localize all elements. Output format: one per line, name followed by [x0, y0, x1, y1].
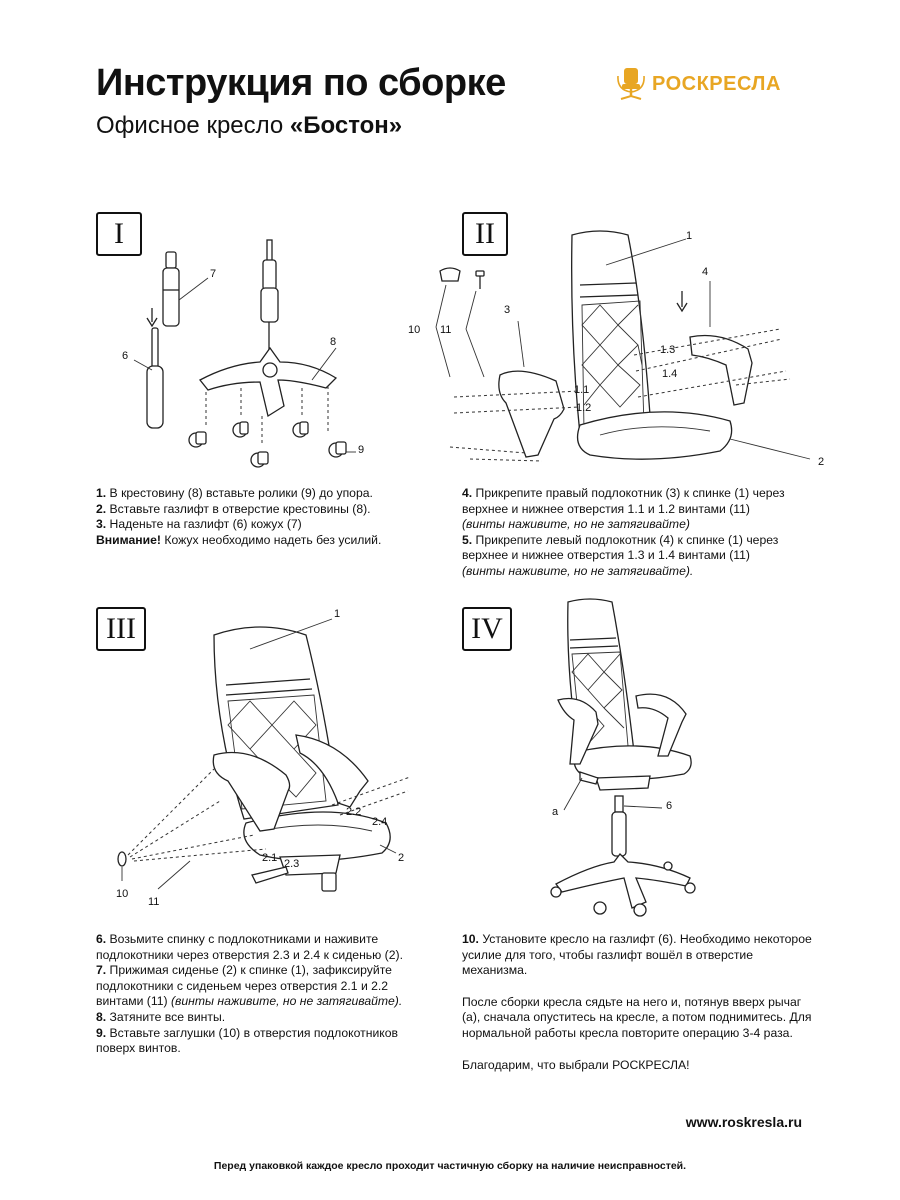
callout-label: 3: [504, 304, 511, 316]
step-text: Кожух необходимо надеть без усилий.: [160, 532, 382, 547]
footer-note: Перед упаковкой каждое кресло проходит частичную сборку на наличие неисправностей.: [213, 1160, 687, 1172]
warning-note: [96, 533, 426, 549]
steps-section-2: [462, 486, 820, 580]
step-number: 9.: [96, 1025, 107, 1040]
step-text: Наденьте на газлифт (6) кожух (7): [106, 517, 302, 532]
thanks-paragraph: Благодарим, что выбрали РОСКРЕСЛА!: [462, 1057, 690, 1072]
section-numeral-3: III: [96, 607, 146, 651]
usage-paragraph: После сборки кресла сядьте на него и, потянув вверх рычаг (а), сначала опуститесь на кресле, а потом поднимитесь. Для нормальной работы кресла повторите операцию 3-4 раза.: [462, 994, 812, 1040]
subtitle-prefix: Офисное кресло: [96, 112, 290, 139]
page-subtitle: [96, 112, 402, 140]
callout-label: 10: [408, 324, 421, 336]
callout-label: 2.4: [372, 816, 388, 828]
step-note: (винты наживите, но не затягивайте).: [170, 994, 403, 1009]
callout-label: 2.1: [262, 852, 278, 864]
brand-logo: [616, 66, 781, 102]
diagram-step-1: [100, 230, 390, 480]
callout-label: 2: [398, 852, 405, 864]
step-item: [462, 533, 820, 580]
callout-label: 2: [818, 456, 825, 468]
steps-section-1: [96, 486, 426, 548]
step-number: 7.: [96, 963, 107, 978]
callout-label: 1: [334, 608, 341, 620]
step-item: [462, 486, 820, 533]
step-text: Прижимая сиденье (2) к спинке (1), зафиксируйте подлокотники с сиденьем через отверстия 2.1 и 2.2 винтами (11): [96, 963, 392, 1009]
callout-label: 2.2: [346, 806, 362, 818]
callout-label: 8: [330, 336, 337, 348]
section-numeral-1: I: [96, 212, 142, 256]
callout-label: 6: [122, 350, 129, 362]
step-item: [96, 486, 426, 502]
callout-label: a: [552, 806, 559, 818]
callout-label: 1.1: [574, 384, 590, 396]
step-number: 5.: [462, 532, 473, 547]
step-item: [96, 517, 426, 533]
callout-label: 4: [702, 266, 709, 278]
diagram-step-3: [110, 605, 420, 910]
step-number: 10.: [462, 932, 479, 946]
step-item: [96, 1010, 436, 1026]
chair-logo-icon: [616, 66, 646, 102]
brand-name: РОСКРЕСЛА: [652, 72, 781, 95]
step-item: [462, 932, 812, 979]
chair-model-name: «Бостон»: [289, 112, 403, 139]
callout-label: 2.3: [284, 858, 300, 870]
diagram-step-2: [430, 225, 830, 475]
step-note: (винты наживите, но не затягивайте): [462, 517, 690, 532]
step-text: В крестовину (8) вставьте ролики (9) до упора.: [106, 486, 373, 500]
step-text: Вставьте заглушки (10) в отверстия подлокотников поверх винтов.: [96, 1025, 398, 1056]
callout-label: 1.3: [660, 344, 676, 356]
step-item: [96, 1026, 436, 1057]
callout-label: 9: [358, 444, 365, 456]
step-number: 3.: [96, 517, 107, 532]
step-text: Прикрепите левый подлокотник (4) к спинке (1) через верхнее и нижнее отверстия 1.3 и 1.4 винтами (11): [462, 532, 779, 563]
step-text: Установите кресло на газлифт (6). Необходимо некоторое усилие для того, чтобы газлифт вошёл в отверстие механизма.: [462, 932, 812, 978]
step-number: 2.: [96, 501, 107, 516]
step-item: [96, 963, 436, 1010]
section-numeral-2: II: [462, 212, 508, 256]
step-text: Затяните все винты.: [106, 1009, 226, 1024]
section-numeral-4: IV: [462, 607, 512, 651]
warning-label: Внимание!: [96, 532, 161, 547]
step-number: 8.: [96, 1009, 107, 1024]
callout-label: 10: [116, 888, 129, 900]
steps-section-3: [96, 932, 436, 1057]
diagram-step-4: [540, 596, 710, 918]
step-item: [96, 932, 436, 963]
step-item: [96, 502, 426, 518]
callout-label: 1.2: [576, 402, 592, 414]
callout-label: 11: [440, 324, 452, 336]
callout-label: 11: [148, 896, 160, 908]
callout-label: 1.4: [662, 368, 678, 380]
step-text: Вставьте газлифт в отверстие крестовины (8).: [106, 501, 371, 516]
step-text: Возьмите спинку с подлокотниками и наживите подлокотники через отверстия 2.3 и 2.4 к сиденью (2).: [96, 932, 403, 962]
step-text: Прикрепите правый подлокотник (3) к спинке (1) через верхнее и нижнее отверстия 1.1 и 1.2 винтами (11): [462, 486, 785, 516]
step-number: 4.: [462, 486, 473, 500]
callout-label: 7: [210, 268, 217, 280]
step-number: 1.: [96, 486, 107, 500]
step-note: (винты наживите, но не затягивайте).: [462, 563, 694, 578]
callout-label: 6: [666, 800, 673, 812]
callout-label: 1: [686, 230, 693, 242]
steps-section-4: [462, 932, 812, 1073]
website-link[interactable]: www.roskresla.ru: [685, 1114, 802, 1130]
step-number: 6.: [96, 932, 107, 946]
page-title: Инструкция по сборке: [96, 62, 506, 104]
